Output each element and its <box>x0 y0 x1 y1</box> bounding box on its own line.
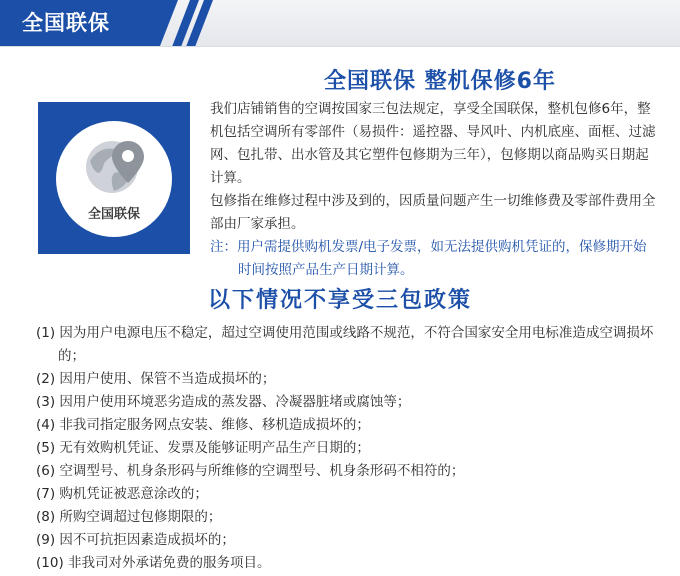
warranty-cost-paragraph: 包修指在维修过程中涉及到的，因质量问题产生一切维修费及零部件费用全部由厂家承担。 <box>210 193 656 232</box>
list-item: (6) 空调型号、机身条形码与所维修的空调型号、机身条形码不相符的； <box>36 463 465 479</box>
list-item: (9) 因不可抗拒因素造成损坏的； <box>36 532 235 548</box>
exclusions-list <box>36 322 656 575</box>
list-item: (10) 非我司对外承诺免费的服务项目。 <box>36 555 271 571</box>
list-item: (8) 所购空调超过包修期限的； <box>36 509 222 525</box>
main-title: 全国联保 整机保修6年 <box>324 69 556 94</box>
header-banner <box>0 0 680 47</box>
warranty-note: 注：用户需提供购机发票/电子发票，如无法提供购机凭证的，保修期开始时间按照产品生产日期计算。 <box>210 239 647 278</box>
warranty-paragraph: 我们店铺销售的空调按国家三包法规定，享受全国联保，整机包修6年，整机包括空调所有零部件（易损件：遥控器、导风叶、内机底座、面框、过滤网、包扎带、出水管及其它塑件包修期为三年），包修期以商品购买日期起计算。 <box>210 101 656 186</box>
warranty-icon-panel <box>38 102 190 254</box>
icon-circle <box>56 121 172 237</box>
list-item: (1) 因为用户电源电压不稳定，超过空调使用范围或线路不规范，不符合国家安全用电标准造成空调损坏的； <box>36 325 654 364</box>
list-item: (3) 因用户使用环境恶劣造成的蒸发器、冷凝器脏堵或腐蚀等； <box>36 394 411 410</box>
list-item: (2) 因用户使用、保管不当造成损坏的； <box>36 371 276 387</box>
list-item: (4) 非我司指定服务网点安装、维修、移机造成损坏的； <box>36 417 370 433</box>
list-item: (5) 无有效购机凭证、发票及能够证明产品生产日期的； <box>36 440 370 456</box>
header-title: 全国联保 <box>22 11 110 35</box>
exclusions-title: 以下情况不享受三包政策 <box>207 288 472 313</box>
list-item: (7) 购机凭证被恶意涂改的； <box>36 486 208 502</box>
icon-label: 全国联保 <box>87 207 140 222</box>
